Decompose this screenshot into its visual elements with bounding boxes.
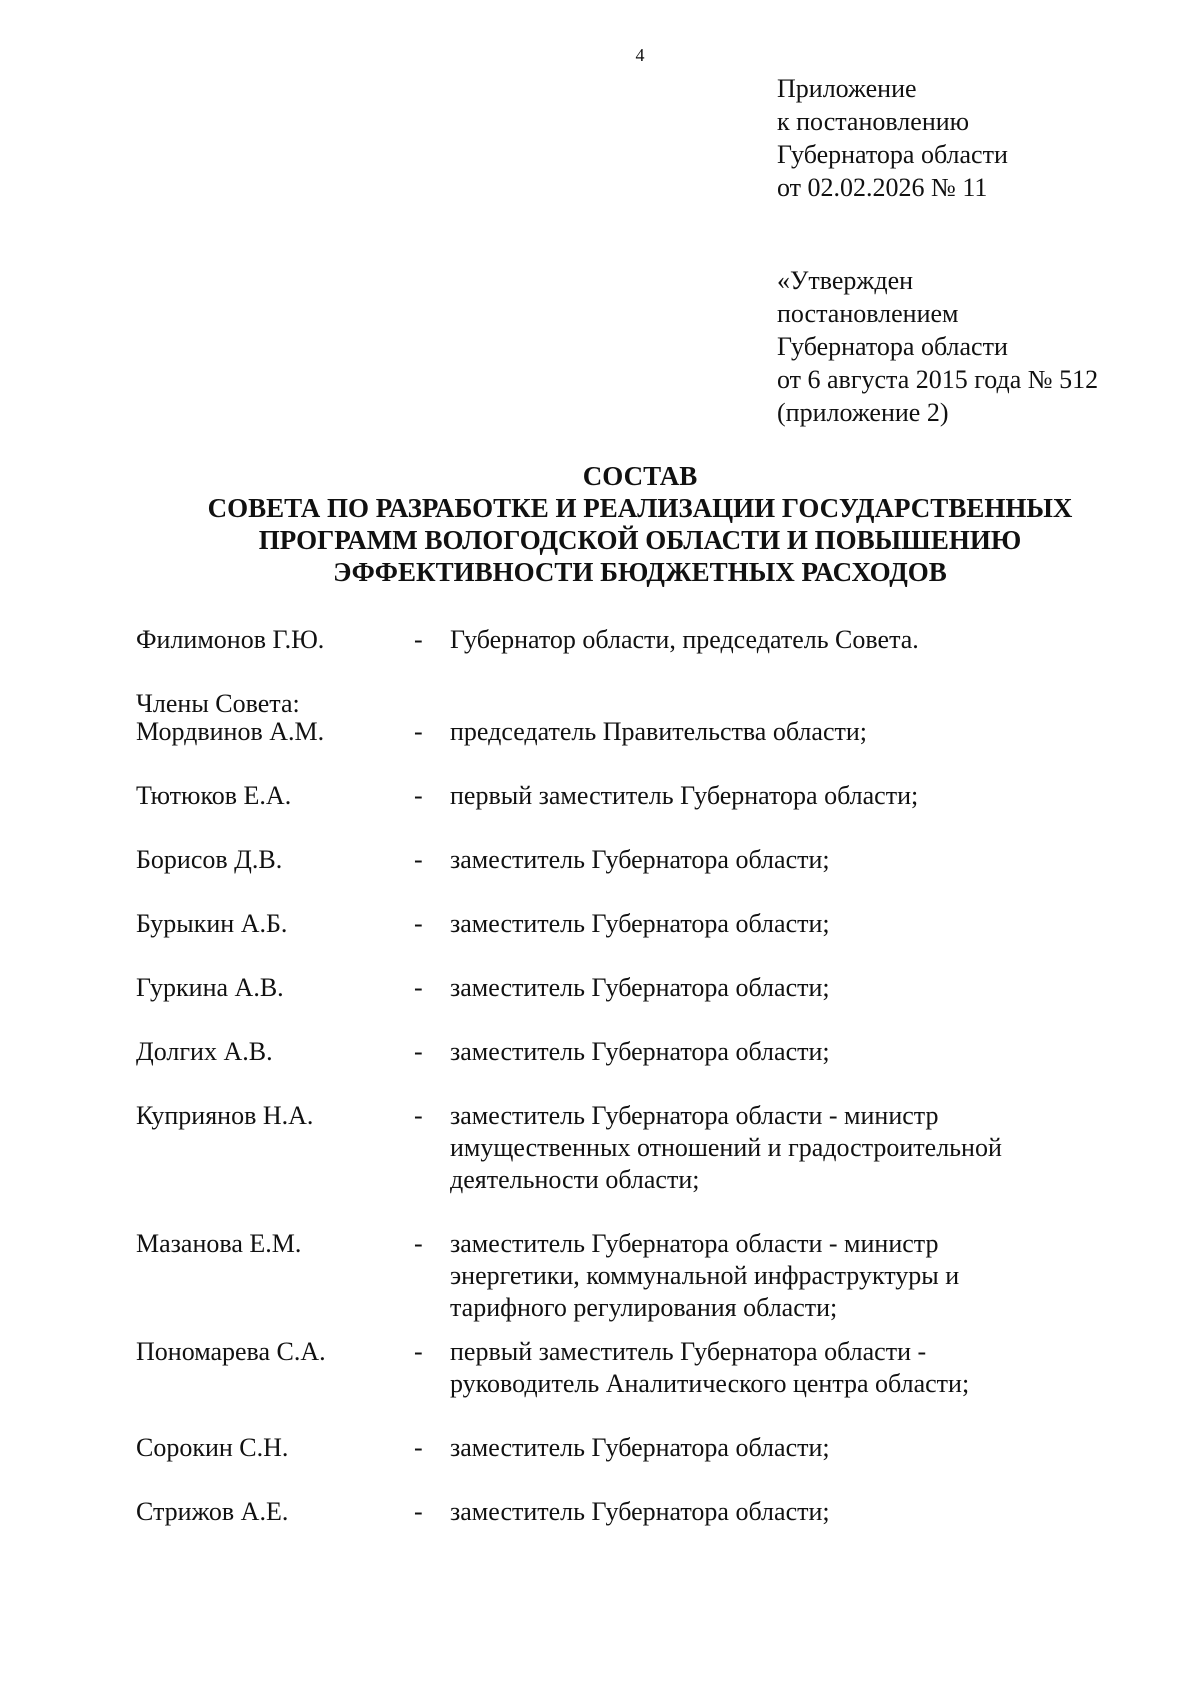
separator-dash: - (414, 1229, 423, 1258)
annex-line: к постановлению (777, 107, 970, 136)
member-role (450, 1228, 1090, 1324)
separator-dash: - (414, 845, 423, 874)
member-role (450, 1432, 1090, 1464)
role-line: первый заместитель Губернатора области; (450, 781, 919, 810)
member-name: Куприянов Н.А. (136, 1101, 314, 1130)
title-line: СОВЕТА ПО РАЗРАБОТКЕ И РЕАЛИЗАЦИИ ГОСУДАРСТВЕННЫХ (207, 493, 1073, 523)
member-name: Мордвинов А.М. (136, 717, 325, 746)
title-line: ЭФФЕКТИВНОСТИ БЮДЖЕТНЫХ РАСХОДОВ (333, 557, 947, 587)
member-name: Долгих А.В. (136, 1037, 273, 1066)
approved-line: постановлением (777, 299, 959, 328)
document-title (120, 460, 1160, 588)
member-name: Тютюков Е.А. (136, 781, 292, 810)
member-role (450, 1496, 1090, 1528)
separator-dash: - (414, 625, 423, 654)
member-role (450, 716, 1090, 748)
role-line: заместитель Губернатора области; (450, 1433, 830, 1462)
member-name: Мазанова Е.М. (136, 1229, 302, 1258)
title-line: ПРОГРАММ ВОЛОГОДСКОЙ ОБЛАСТИ И ПОВЫШЕНИЮ (258, 525, 1022, 555)
member-role (450, 908, 1090, 940)
role-line: имущественных отношений и градостроительной (450, 1133, 1002, 1162)
annex-line: от 02.02.2026 № 11 (777, 173, 988, 202)
approved-line: от 6 августа 2015 года № 512 (777, 365, 1099, 394)
role-line: энергетики, коммунальной инфраструктуры и (450, 1261, 960, 1290)
member-name: Сорокин С.Н. (136, 1433, 289, 1462)
separator-dash: - (414, 973, 423, 1002)
role-line: Губернатор области, председатель Совета. (450, 625, 919, 654)
role-line: первый заместитель Губернатора области - (450, 1337, 927, 1366)
role-line: заместитель Губернатора области; (450, 1037, 830, 1066)
member-name: Пономарева С.А. (136, 1337, 326, 1366)
annex-header (777, 72, 1008, 204)
member-name: Стрижов А.Е. (136, 1497, 289, 1526)
approved-line: Губернатора области (777, 332, 1008, 361)
role-line: руководитель Аналитического центра области; (450, 1369, 970, 1398)
title-line: СОСТАВ (582, 461, 698, 491)
member-role (450, 624, 1090, 656)
member-role (450, 972, 1090, 1004)
role-line: деятельности области; (450, 1165, 700, 1194)
role-line: заместитель Губернатора области; (450, 909, 830, 938)
role-line: заместитель Губернатора области; (450, 973, 830, 1002)
role-line: заместитель Губернатора области; (450, 1497, 830, 1526)
member-role (450, 1036, 1090, 1068)
role-line: заместитель Губернатора области; (450, 845, 830, 874)
annex-line: Приложение (777, 74, 917, 103)
role-line: тарифного регулирования области; (450, 1293, 838, 1322)
approved-line: «Утвержден (777, 266, 914, 295)
separator-dash: - (414, 1337, 423, 1366)
separator-dash: - (414, 909, 423, 938)
separator-dash: - (414, 1101, 423, 1130)
member-role (450, 844, 1090, 876)
member-role (450, 780, 1090, 812)
page-number: 4 (635, 45, 645, 65)
separator-dash: - (414, 781, 423, 810)
member-name: Гуркина А.В. (136, 973, 284, 1002)
member-name: Бурыкин А.Б. (136, 909, 288, 938)
members-label: Члены Совета: (136, 689, 300, 718)
member-role (450, 1336, 1090, 1400)
approval-stamp-text (777, 264, 1098, 429)
role-line: заместитель Губернатора области - министр (450, 1229, 939, 1258)
member-name: Филимонов Г.Ю. (136, 625, 325, 654)
separator-dash: - (414, 1037, 423, 1066)
member-name: Борисов Д.В. (136, 845, 283, 874)
annex-line: Губернатора области (777, 140, 1008, 169)
separator-dash: - (414, 1497, 423, 1526)
role-line: председатель Правительства области; (450, 717, 867, 746)
separator-dash: - (414, 1433, 423, 1462)
separator-dash: - (414, 717, 423, 746)
approved-line: (приложение 2) (777, 398, 949, 427)
role-line: заместитель Губернатора области - министр (450, 1101, 939, 1130)
member-role (450, 1100, 1090, 1196)
